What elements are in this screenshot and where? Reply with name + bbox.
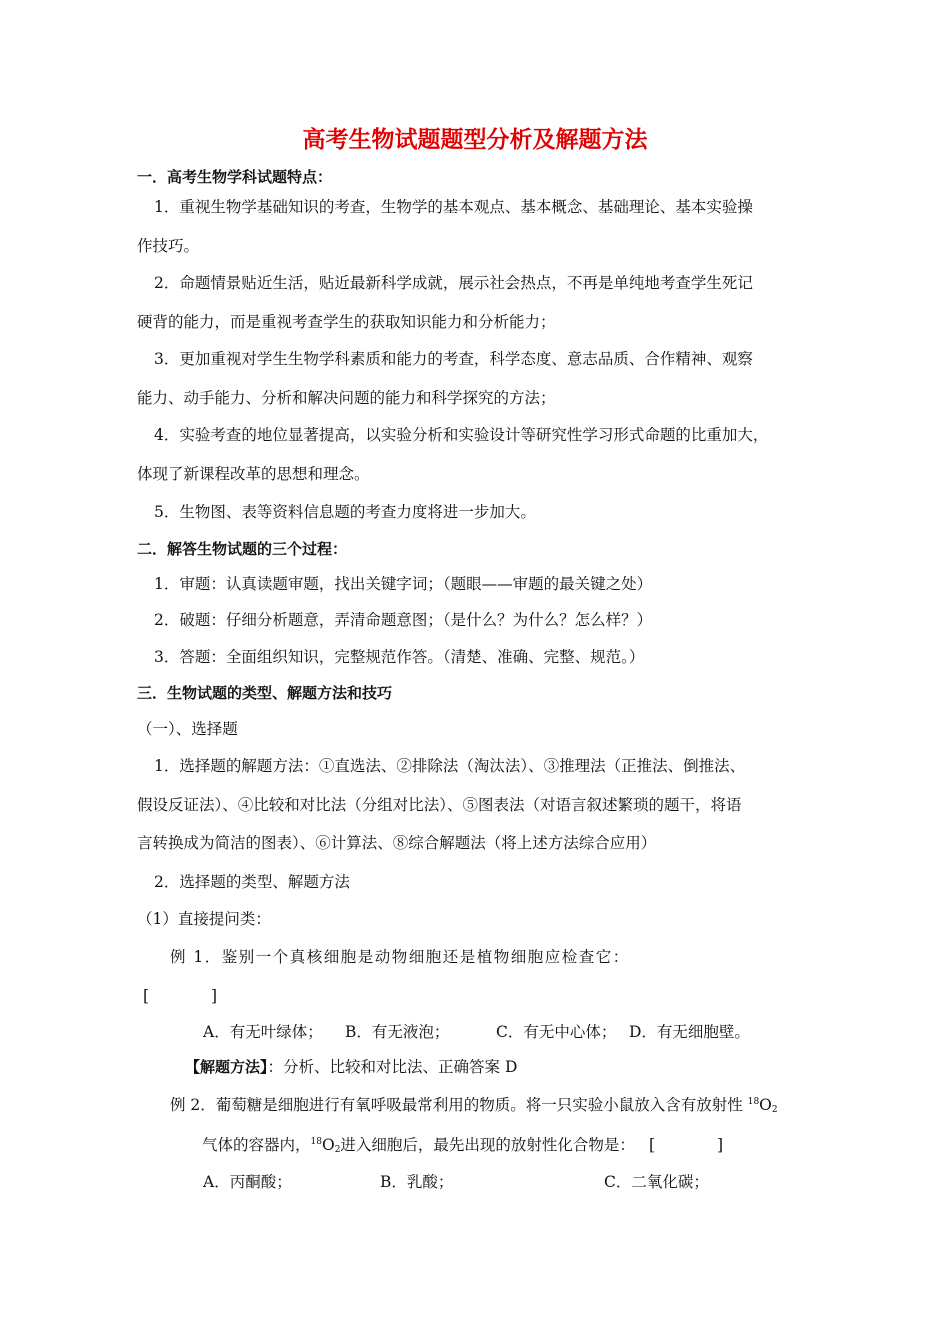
example-1-question: 例 1．鉴别一个真核细胞是动物细胞还是植物细胞应检查它： [170,948,630,966]
example-2-question [170,1093,778,1115]
isotope-element: O [759,1096,772,1114]
isotope-mass-2: 18 [310,1137,322,1147]
s3-line-4: 2．选择题的类型、解题方法 [154,873,350,891]
section-2-heading: 二．解答生物试题的三个过程： [137,540,348,558]
s2-line-3: 3．答题：全面组织知识，完整规范作答。（清楚、准确、完整、规范。） [154,648,645,666]
example-2-q2-post: 进入细胞后，最先出现的放射性化合物是： [340,1136,635,1154]
example-1-option-a: A．有无叶绿体； [203,1023,323,1041]
example-2-question-text: 例 2．葡萄糖是细胞进行有氧呼吸最常利用的物质。将一只实验小鼠放入含有放射性 [170,1096,748,1114]
example-2-option-a: A．丙酮酸； [203,1173,292,1191]
s1-line-5: 3．更加重视对学生生物学科素质和能力的考查，科学态度、意志品质、合作精神、观察 [154,350,753,368]
s1-line-8: 体现了新课程改革的思想和理念。 [137,465,370,483]
s1-line-1: 1．重视生物学基础知识的考查，生物学的基本观点、基本概念、基础理论、基本实验操 [154,198,753,216]
section-3-heading: 三．生物试题的类型、解题方法和技巧 [137,684,393,702]
example-2-option-b: B．乳酸； [380,1173,454,1191]
isotope-element-2: O [321,1136,335,1154]
isotope-subscript-2: 2 [334,1145,341,1155]
s1-line-6: 能力、动手能力、分析和解决问题的能力和科学探究的方法； [137,389,556,407]
example-1-option-c: C．有无中心体； [496,1023,617,1041]
document-title: 高考生物试题题型分析及解题方法 [302,127,648,153]
s3-line-5: （1）直接提问类： [137,910,271,928]
s1-line-3: 2．命题情景贴近生活，贴近最新科学成就，展示社会热点，不再是单纯地考查学生死记 [154,274,753,292]
example-2-answer-bracket: [ ] [648,1136,724,1154]
example-1-answer-bracket: [ ] [143,987,218,1005]
example-1-option-d: D．有无细胞壁。 [629,1023,750,1041]
isotope-mass: 18 [747,1097,760,1107]
example-2-question-cont [202,1133,723,1155]
s1-line-2: 作技巧。 [137,237,200,255]
s3-line-2: 假设反证法）、④比较和对比法（分组对比法）、⑤图表法（对语言叙述繁琐的题干，将语 [137,796,742,814]
s1-line-9: 5．生物图、表等资料信息题的考查力度将进一步加大。 [154,503,536,521]
s3-subheading: （一）、选择题 [137,720,238,738]
s3-line-1: 1．选择题的解题方法：①直选法、②排除法（淘汰法）、③推理法（正推法、倒推法、 [154,757,746,775]
example-2-q2-pre: 气体的容器内， [202,1136,311,1154]
example-1-option-b: B．有无液泡； [345,1023,450,1041]
example-1-method [185,1055,517,1077]
s1-line-7: 4．实验考查的地位显著提高，以实验分析和实验设计等研究性学习形式命题的比重加大， [154,426,769,444]
s1-line-4: 硬背的能力，而是重视考查学生的获取知识能力和分析能力； [137,313,556,331]
example-2-option-c: C．二氧化碳； [604,1173,709,1191]
method-text: ：分析、比较和对比法、正确答案 D [267,1058,518,1076]
method-label: 【解题方法】 [185,1058,268,1076]
section-1-heading: 一．高考生物学科试题特点： [137,168,333,186]
s3-line-3: 言转换成为简洁的图表）、⑥计算法、⑧综合解题法（将上述方法综合应用） [137,834,657,852]
s2-line-1: 1．审题：认真读题审题，找出关键字词；（题眼——审题的最关键之处） [154,575,653,593]
isotope-subscript: 2 [771,1105,778,1115]
s2-line-2: 2．破题：仔细分析题意，弄清命题意图；（是什么？为什么？怎么样？） [154,611,653,629]
